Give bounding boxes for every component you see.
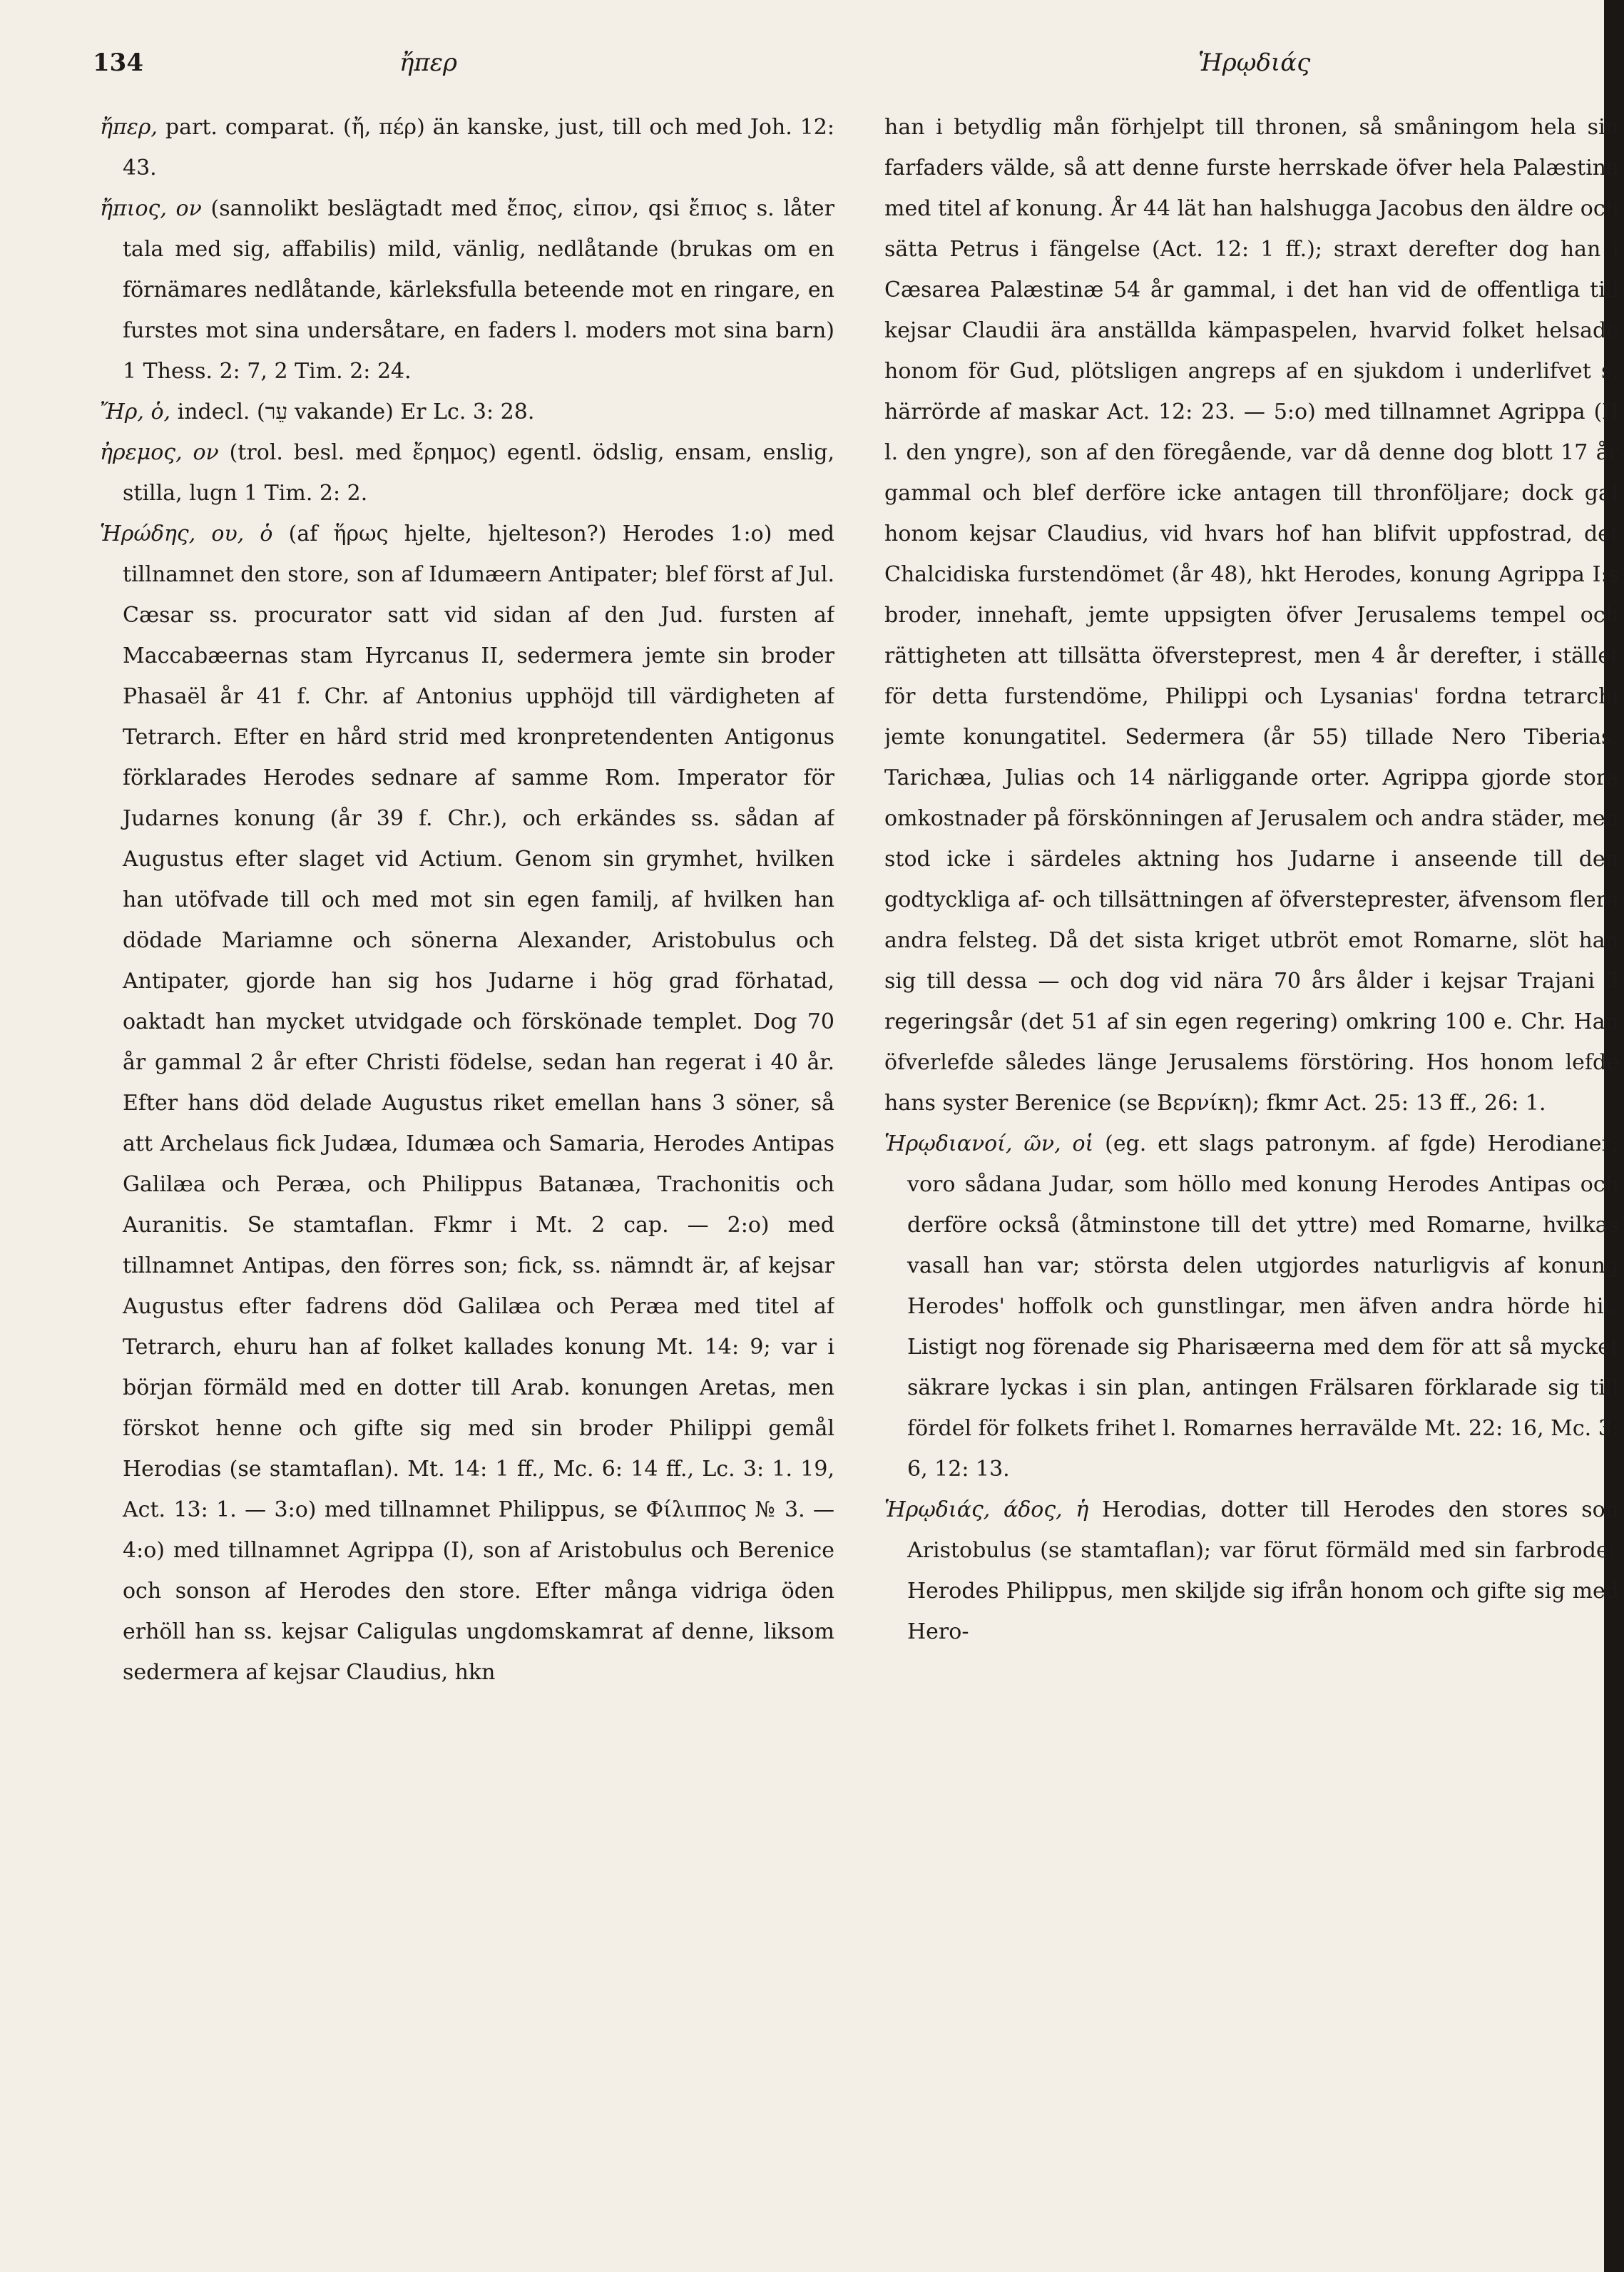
page-number: 134 xyxy=(93,49,143,77)
entry xyxy=(100,392,834,432)
left-running-head: ἤπερ xyxy=(399,49,457,77)
continuation-text: han i betydlig mån förhjelpt till thronen, så småningom hela sin farfaders välde, så att denne furste herrskade öfver hela Palæstina med titel af konung. År 44 lät han halshugga Jacobus den äldre och sätta Petrus i fängelse (Act. 12: 1 ff.); straxt derefter dog han i Cæsarea Palæstinæ 54 år gammal, i det han vid de offentliga till kejsar Claudii ära anställda kämpaspelen, hvarvid folket helsade honom för Gud, plötsligen angreps af en sjukdom i underlifvet s. härrörde af maskar Act. 12: 23. — 5:o) med tillnamnet Agrippa (II l. den yngre), son af den föregående, var då denne dog blott 17 år gammal och blef derföre icke antagen till thronföljare; dock gaf honom kejsar Claudius, vid hvars hof han blifvit uppfostrad, det Chalcidiska furstendömet (år 48), hkt Herodes, konung Agrippa I:s broder, innehaft, jemte uppsigten öfver Jerusalems tempel och rättigheten att tillsätta öfversteprest, men 4 år derefter, i stället för detta furstendöme, Philippi och Lysanias' fordna tetrarchi jemte konungatitel. Sedermera (år 55) tillade Nero Tiberias, Tarichæa, Julias och 14 närliggande orter. Agrippa gjorde stora omkostnader på förskönningen af Jerusalem och andra städer, men stod icke i särdeles aktning hos Judarne i anseende till den godtyckliga af- och tillsättningen af öfversteprester, äfvensom flera andra felsteg. Då det sista kriget utbröt emot Romarne, slöt han sig till dessa — och dog vid nära 70 års ålder i kejsar Trajani 3 regeringsår (det 51 af sin egen regering) omkring 100 e. Chr. Han öfverlefde således länge Jerusalems förstöring. Hos honom lefde hans syster Berenice (se Βερνίκη); fkmr Act. 25: 13 ff., 26: 1. xyxy=(884,115,1619,1116)
entry-text: (trol. besl. med ἔρημος) egentl. ödslig, ensam, enslig, stilla, lugn 1 Tim. 2: 2. xyxy=(123,440,834,506)
entry xyxy=(884,1124,1619,1489)
entry-text: (eg. ett slags patronym. af fgde) Herodianer; voro sådana Judar, som höllo med konung Herodes Antipas och derföre också (åtminstone till det yttre) med Romarne, hvilkas vasall han var; största delen utgjordes naturligvis af konung Herodes' hoffolk och gunstlingar, men äfven andra hörde hit. Listigt nog förenade sig Pharisæerna med dem för att så mycket säkrare lyckas i sin plan, antingen Frälsaren förklarade sig till fördel för folkets frihet l. Romarnes herravälde Mt. 22: 16, Mc. 3: 6, 12: 13. xyxy=(907,1131,1619,1482)
entry-text: Herodias, dotter till Herodes den stores son Aristobulus (se stamtaflan); var förut förmäld med sin farbroder Herodes Philippus, men skiljde sig ifrån honom och gifte sig med Hero- xyxy=(907,1497,1619,1644)
right-column xyxy=(884,107,1619,2233)
entry xyxy=(100,514,834,1693)
left-column xyxy=(100,107,834,2233)
entry-text: part. comparat. (ἤ, πέρ) än kanske, just, till och med Joh. 12: 43. xyxy=(123,115,834,180)
entry-text: (af ἥρως hjelte, hjelteson?) Herodes 1:o) med tillnamnet den store, son af Idumæern Antipater; blef först af Jul. Cæsar ss. procurator satt vid sidan af den Jud. fursten af Maccabæernas stam Hyrcanus II, sedermera jemte sin broder Phasaël år 41 f. Chr. af Antonius upphöjd till värdigheten af Tetrarch. Efter en hård strid med kronpretendenten Antigonus förklarades Herodes sednare af samme Rom. Imperator för Judarnes konung (år 39 f. Chr.), och erkändes ss. sådan af Augustus efter slaget vid Actium. Genom sin grymhet, hvilken han utöfvade till och med mot sin egen familj, af hvilken han dödade Mariamne och sönerna Alexander, Aristobulus och Antipater, gjorde han sig hos Judarne i hög grad förhatad, oaktadt han mycket utvidgade och förskönade templet. Dog 70 år gammal 2 år efter Christi födelse, sedan han regerat i 40 år. Efter hans död delade Augustus riket emellan hans 3 söner, så att Archelaus fick Judæa, Idumæa och Samaria, Herodes Antipas Galilæa och Peræa, och Philippus Batanæa, Trachonitis och Auranitis. Se stamtaflan. Fkmr i Mt. 2 cap. — 2:o) med tillnamnet Antipas, den förres son; fick, ss. nämndt är, af kejsar Augustus efter fadrens död Galilæa och Peræa med titel af Tetrarch, ehuru han af folket kallades konung Mt. 14: 9; var i början förmäld med en dotter till Arab. konungen Aretas, men förskot henne och gifte sig med sin broder Philippi gemål Herodias (se stamtaflan). Mt. 14: 1 ff., Mc. 6: 14 ff., Lc. 3: 1. 19, Act. 13: 1. — 3:o) med tillnamnet Philippus, se Φίλιππος № 3. — 4:o) med tillnamnet Agrippa (I), son af Aristobulus och Berenice och sonson af Herodes den store. Efter många vidriga öden erhöll han ss. kejsar Caligulas ungdomskamrat af denne, liksom sedermera af kejsar Claudius, hkn xyxy=(123,521,834,1685)
entry xyxy=(100,107,834,188)
page-header xyxy=(93,49,1569,98)
entry-text: indecl. (עֵר vakande) Er Lc. 3: 28. xyxy=(177,399,535,424)
entry-text: (sannolikt beslägtadt med ἔπος, εἰπον, qsi ἔπιος s. låter tala med sig, affabilis) mild, vänlig, nedlåtande (brukas om en förnämares nedlåtande, kärleksfulla beteende mot en ringare, en furstes mot sina undersåtare, en faders l. moders mot sina barn) 1 Thess. 2: 7, 2 Tim. 2: 24. xyxy=(123,196,834,384)
entry xyxy=(884,1489,1619,1652)
headword: ἤπιος, ον xyxy=(100,196,202,221)
headword: Ἡρῳδιάς, άδος, ἡ xyxy=(884,1497,1089,1522)
entry xyxy=(100,432,834,514)
headword: Ἡρώδης, ου, ὁ xyxy=(100,521,273,546)
headword: Ἡρῳδιανοί, ῶν, οἱ xyxy=(884,1131,1094,1156)
entry xyxy=(100,188,834,392)
right-running-head: Ἡρῳδιάς xyxy=(1198,49,1311,77)
headword: Ἤρ, ὁ, xyxy=(100,399,171,424)
headword: ἤπερ, xyxy=(100,115,158,140)
headword: ἠρεμος, ον xyxy=(100,440,219,465)
